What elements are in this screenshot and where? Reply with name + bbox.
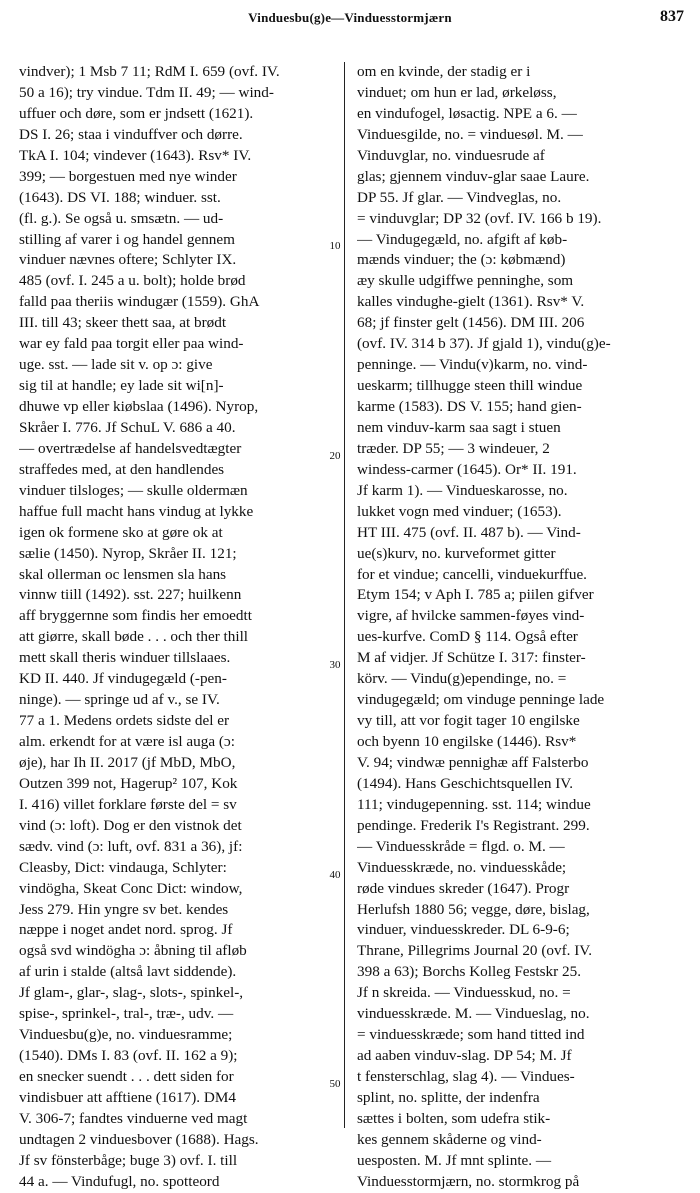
text-line: vindisbuer att afftiene (1617). DM4: [19, 1088, 236, 1106]
text-line: (1494). Hans Geschichtsquellen IV.: [357, 774, 574, 792]
text-line: ad aaben vinduv-slag. DP 54; M. Jf: [357, 1047, 572, 1065]
text-line: uge. sst. — lade sit v. op ɔ: give: [19, 356, 213, 374]
running-title: Vinduesbu(g)e—Vinduesstormjærn: [248, 10, 452, 25]
text-line: I. 416) villet forklare første del = sv: [19, 795, 237, 813]
text-line: vigre, af hvilcke sammen-føyes vind-: [357, 607, 585, 625]
text-line: kes gennem skåderne og vind-: [357, 1130, 542, 1148]
text-line: DP 55. Jf glar. — Vindveglas, no.: [357, 188, 562, 206]
line-number-20: 20: [329, 450, 341, 462]
text-line: aff bryggernne som findis her emoedtt: [19, 607, 252, 625]
text-line: dhuwe vp eller kiøbslaa (1496). Nyrop,: [19, 398, 259, 415]
text-line: 68; jf finster gelt (1456). DM III. 206: [357, 314, 585, 332]
text-line: 50 a 16); try vindue. Tdm II. 49; — wind-: [19, 83, 274, 101]
right-column: [357, 62, 692, 1193]
text-line: Jf glam-, glar-, slag-, slots-, spinkel-,: [19, 984, 244, 1002]
text-line: vinduet; om hun er lad, ørkeløss,: [357, 83, 557, 101]
text-line: ues-kurfve. ComD § 114. Også efter: [357, 628, 578, 646]
line-number-10: 10: [329, 240, 341, 252]
text-line: karme (1583). DS V. 155; hand gien-: [357, 398, 582, 415]
text-line: Vinduesstormjærn, no. stormkrog på: [357, 1172, 580, 1190]
text-line: kalles vindughe-gielt (1361). Rsv* V.: [357, 293, 585, 311]
text-line: Vinduvglar, no. vinduesrude af: [357, 146, 545, 164]
text-line: æy skulle udgiffwe penninghe, som: [357, 272, 574, 290]
text-line: Vinduesgilde, no. = vinduesøl. M. —: [357, 125, 583, 143]
text-line: vinduesskræde. M. — Vindueslag, no.: [357, 1005, 590, 1023]
text-line: ue(s)kurv, no. kurveformet gitter: [357, 544, 556, 562]
text-line: haffue full macht hans vindug at lykke: [19, 502, 254, 520]
text-line: Jf sv fönsterbåge; buge 3) ovf. I. till: [19, 1151, 238, 1169]
text-line: skal ollerman oc lensmen sla hans: [19, 565, 227, 583]
text-line: och byenn 10 engilske (1446). Rsv*: [357, 733, 577, 750]
text-line: undtagen 2 vinduesbover (1688). Hags.: [19, 1130, 259, 1148]
text-line: vy till, att vor fogit tager 10 engilske: [357, 712, 580, 730]
text-line: vindver); 1 Msb 7 11; RdM I. 659 (ovf. IV.: [19, 63, 280, 80]
text-line: glas; gjennem vinduv-glar saae Laure.: [357, 167, 590, 185]
text-line: ninge). — springe ud af v., se IV.: [19, 691, 220, 709]
text-line: Cleasby, Dict: vindauga, Schlyter:: [19, 858, 227, 876]
text-line: t fensterschlag, slag 4). — Vindues-: [357, 1068, 575, 1085]
text-line: Thrane, Pillegrims Journal 20 (ovf. IV.: [357, 942, 593, 960]
text-line: TkA I. 104; vindever (1643). Rsv* IV.: [19, 146, 252, 164]
text-line: øje), har Ih II. 2017 (jf MbD, MbO,: [19, 753, 236, 771]
text-line: (1540). DMs I. 83 (ovf. II. 162 a 9);: [19, 1047, 238, 1065]
text-line: træder. DP 55; — 3 windeuer, 2: [357, 439, 550, 457]
text-line: næppe i noget andet nord. sprog. Jf: [19, 921, 233, 939]
text-line: vindögha, Skeat Conc Dict: window,: [19, 879, 243, 897]
text-line: Herlufsh 1880 56; vegge, døre, bislag,: [357, 900, 590, 918]
text-line: (1643). DS VI. 188; winduer. sst.: [19, 188, 221, 206]
text-line: war ey fald paa torgit eller paa wind-: [19, 335, 244, 353]
text-line: sædv. vind (ɔ: luft, ovf. 831 a 36), jf:: [19, 837, 243, 855]
text-line: V. 94; vindwæ pennighæ aff Falsterbo: [357, 753, 589, 771]
text-line: nem vinduv-karm saa sagt i stuen: [357, 418, 561, 436]
page-header: [0, 6, 700, 32]
text-line: att giørre, skall bøde . . . och ther thill: [19, 628, 249, 646]
text-line: KD II. 440. Jf vindugegæld (-pen-: [19, 670, 227, 688]
text-line: uesposten. M. Jf mnt splinte. —: [357, 1151, 552, 1169]
text-line: Skråer I. 776. Jf SchuL V. 686 a 40.: [19, 418, 236, 436]
text-line: falld paa theriis windugær (1559). GhA: [19, 293, 260, 311]
text-line: Vinduesskræde, no. vinduesskåde;: [357, 858, 567, 876]
text-line: Vinduesbu(g)e, no. vinduesramme;: [19, 1026, 233, 1044]
left-column: [19, 62, 339, 1193]
text-line: uffuer och døre, som er jndsett (1621).: [19, 104, 254, 122]
text-line: III. till 43; skeer thett saa, at brødt: [19, 314, 227, 332]
text-line: DS I. 26; staa i vinduffver och dørre.: [19, 125, 243, 143]
text-line: sælie (1450). Nyrop, Skråer II. 121;: [19, 544, 237, 562]
text-line: splint, no. splitte, der indenfra: [357, 1088, 540, 1106]
text-line: — Vindugegæld, no. afgift af køb-: [357, 230, 568, 248]
text-line: HT III. 475 (ovf. II. 487 b). — Vind-: [357, 523, 581, 541]
text-line: = vinduvglar; DP 32 (ovf. IV. 166 b 19).: [357, 209, 602, 227]
text-line: 77 a 1. Medens ordets sidste del er: [19, 712, 230, 730]
text-line: penninge. — Vindu(v)karm, no. vind-: [357, 356, 588, 374]
text-line: vinnw tiill (1492). sst. 227; huilkenn: [19, 586, 242, 604]
text-line: 399; — borgestuen med nye winder: [19, 167, 237, 185]
text-line: en vindufogel, løsactig. NPE a 6. —: [357, 104, 577, 122]
text-line: stilling af varer i og handel gennem: [19, 230, 235, 248]
text-line: körv. — Vindu(g)ependinge, no. =: [357, 670, 567, 688]
text-line: Jess 279. Hin yngre sv bet. kendes: [19, 900, 229, 918]
text-line: spise-, sprinkel-, tral-, træ-, udv. —: [19, 1005, 234, 1023]
text-line: lukket vogn med vinduer; (1653).: [357, 502, 562, 520]
text-line: Jf karm 1). — Vindueskarosse, no.: [357, 481, 568, 499]
text-line: (fl. g.). Se også u. smsætn. — ud-: [19, 209, 224, 227]
text-line: 44 a. — Vindufugl, no. spotteord: [19, 1172, 220, 1190]
text-line: mænds vinduer; the (ɔ: købmænd): [357, 251, 566, 269]
text-line: vindugegæld; om vindugе penninge lade: [357, 691, 605, 709]
text-line: sættes i bolten, som udefra stik-: [357, 1109, 551, 1127]
text-line: for et vindue; cancelli, vinduekurffue.: [357, 565, 587, 583]
text-line: Etym 154; v Aph I. 785 a; piilen gifver: [357, 586, 594, 604]
text-line: vinduer nævnes oftere; Schlyter IX.: [19, 251, 237, 269]
line-number-40: 40: [329, 869, 341, 881]
page-number: 837: [660, 8, 684, 25]
text-line: om en kvinde, der stadig er i: [357, 63, 531, 80]
text-line: vinduer tilsloges; — skulle oldermæn: [19, 481, 248, 499]
text-line: Outzen 399 not, Hagerup² 107, Kok: [19, 774, 238, 792]
text-line: vind (ɔ: loft). Dog er den vistnok det: [19, 816, 242, 834]
text-line: M af vidjer. Jf Schütze I. 317: finster-: [357, 649, 586, 667]
text-line: også svd windögha ɔ: åbning til afløb: [19, 942, 247, 960]
text-line: — Vinduesskråde = flgd. o. M. —: [357, 837, 565, 855]
text-line: røde vindues skreder (1647). Progr: [357, 879, 570, 897]
text-line: 485 (ovf. I. 245 a u. bolt); holde brød: [19, 272, 246, 290]
text-line: — overtrædelse af handelsvedtægter: [19, 439, 242, 457]
text-line: sig til at handle; ey lade sit wi[n]-: [19, 377, 224, 395]
text-line: alm. erkendt for at være isl auga (ɔ:: [19, 733, 235, 750]
text-line: straffedes med, at den handlendes: [19, 460, 225, 478]
text-line: pendinge. Frederik I's Registrant. 299.: [357, 816, 590, 834]
column-divider: [344, 62, 345, 1128]
text-line: ueskarm; tillhugge steen thill windue: [357, 377, 583, 395]
line-number-30: 30: [329, 659, 341, 671]
text-line: en snecker suendt . . . dett siden for: [19, 1068, 234, 1085]
text-line: windess-carmer (1645). Or* II. 191.: [357, 460, 577, 478]
text-line: mett skall theris winduer tillslaaes.: [19, 649, 231, 667]
line-number-50: 50: [329, 1078, 341, 1090]
text-line: Jf n skreida. — Vinduesskud, no. =: [357, 984, 571, 1002]
text-line: V. 306-7; fandtes vinduerne ved magt: [19, 1109, 248, 1127]
text-line: (ovf. IV. 314 b 37). Jf gjald 1), vindu(g)e-: [357, 335, 611, 353]
text-line: 111; vindugepenning. sst. 114; windue: [357, 795, 591, 813]
text-line: 398 a 63); Borchs Kolleg Festskr 25.: [357, 963, 581, 981]
text-line: af urin i stalde (altså lavt siddende).: [19, 963, 237, 981]
text-line: igen ok formene sko at gøre ok at: [19, 523, 223, 541]
text-line: = vinduesskræde; som hand titted ind: [357, 1026, 585, 1044]
text-line: vinduer, vinduesskreder. DL 6-9-6;: [357, 921, 570, 939]
